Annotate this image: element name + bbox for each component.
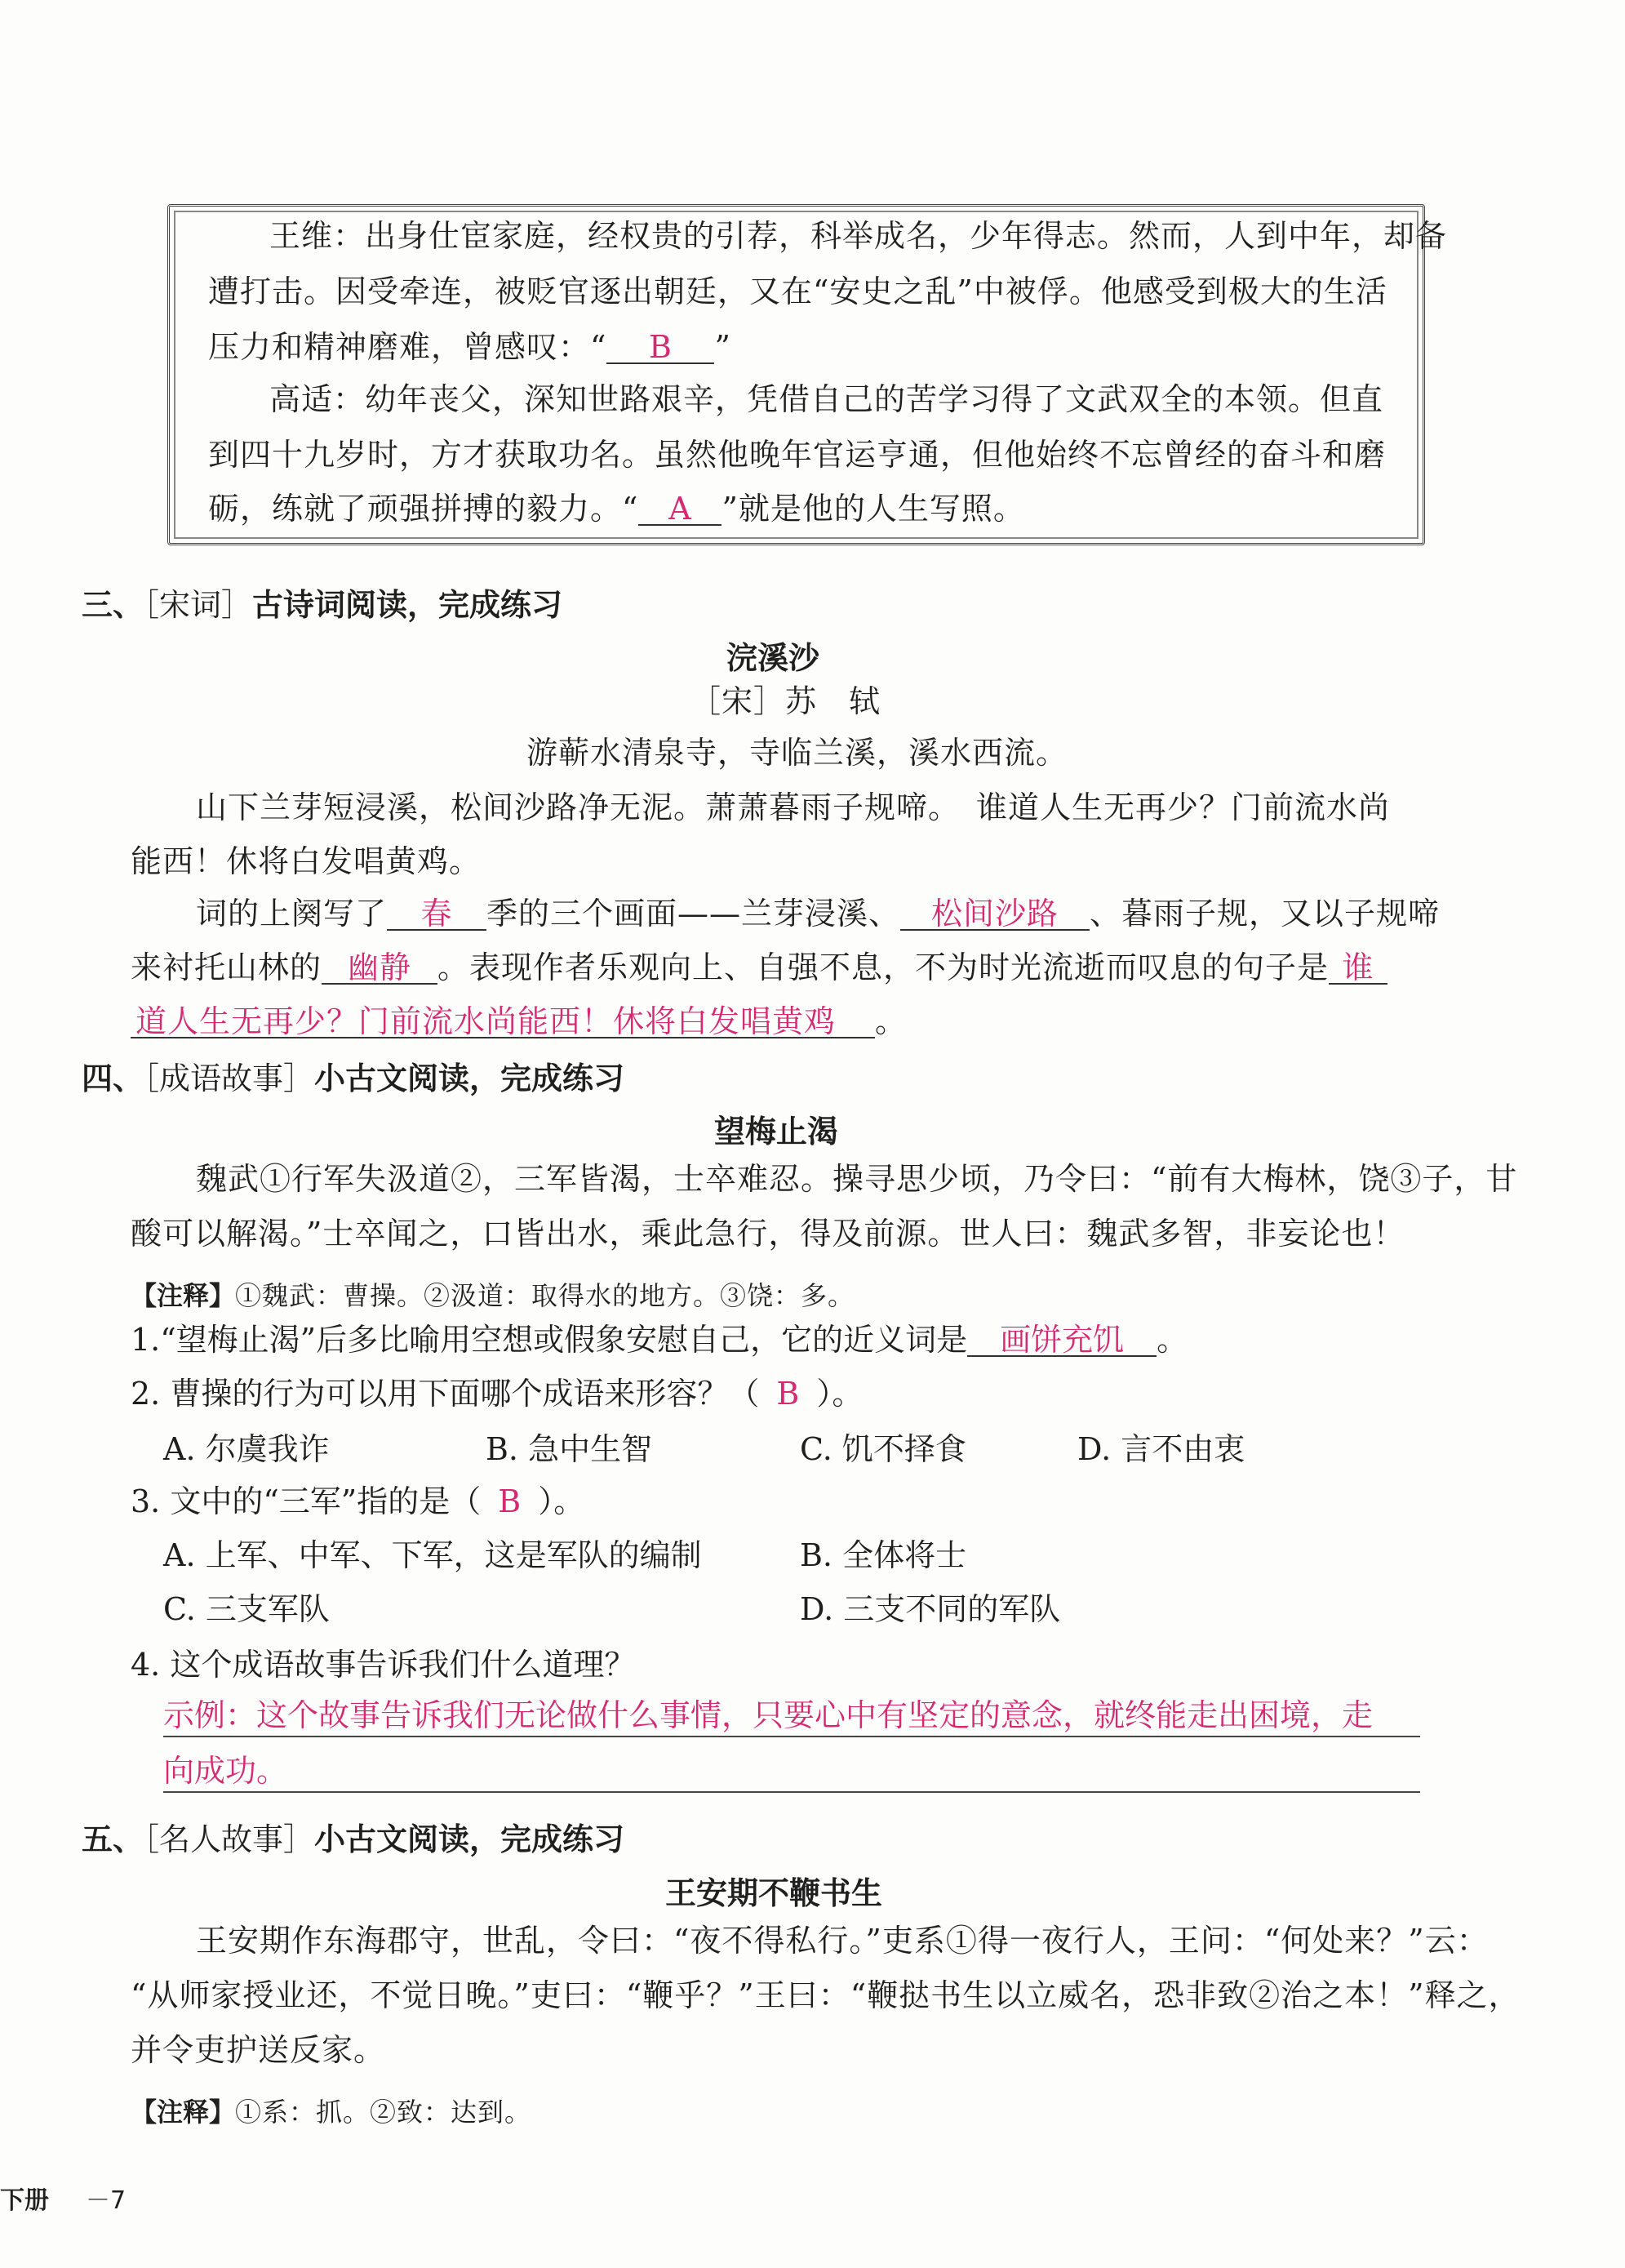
- answer-rule-1: [163, 1736, 1420, 1737]
- poem-title: 浣溪沙: [726, 640, 820, 676]
- box-p1-line2: 遭打击。因受牵连，被贬官逐出朝廷，又在“安史之乱”中被俘。他感受到极大的生活: [208, 273, 1387, 309]
- s5-note: 【注释】①系：抓。②致：达到。: [131, 2097, 532, 2128]
- box-answer-1[interactable]: B: [606, 331, 714, 364]
- s3-answer-sentence[interactable]: 道人生无再少？门前流水尚能西！休将白发唱黄鸡: [131, 1006, 875, 1038]
- s4-q4: 4. 这个成语故事告诉我们什么道理？: [131, 1647, 636, 1683]
- s4-q2-option-d[interactable]: D. 言不由衷: [1077, 1431, 1245, 1467]
- story-2-line-3: 并令吏护送反家。: [131, 2032, 386, 2068]
- s3-question-line2: 来衬托山林的 幽静 。表现作者乐观向上、自强不息，不为时光流逝而叹息的句子是 谁: [131, 952, 1387, 985]
- story-title: 望梅止渴: [714, 1114, 839, 1150]
- s3-question-line1: 词的上阕写了 春 季的三个画面——兰芽浸溪、 松间沙路 、暮雨子规，又以子规啼: [196, 896, 1441, 932]
- poem-author: ［宋］苏 轼: [690, 683, 881, 719]
- poem-line-1: 山下兰芽短浸溪，松间沙路净无泥。萧萧暮雨子规啼。 谁道人生无再少？门前流水尚: [196, 789, 1391, 825]
- s4-note: 【注释】①魏武：曹操。②汲道：取得水的地方。③饶：多。: [131, 1280, 855, 1311]
- s4-q2-answer[interactable]: B: [776, 1376, 800, 1412]
- box-p2-line2: 到四十九岁时，方才获取功名。虽然他晚年官运亨通，但他始终不忘曾经的奋斗和磨: [208, 437, 1387, 473]
- s4-q2-option-b[interactable]: B. 急中生智: [486, 1431, 653, 1467]
- answer-rule-2: [163, 1791, 1420, 1793]
- box-p2-line1: 高适：幼年丧父，深知世路艰辛，凭借自己的苦学习得了文武双全的本领。但直: [269, 381, 1384, 417]
- section-4-heading: 四、［成语故事］小古文阅读，完成练习: [82, 1061, 625, 1096]
- footer-page-number: －7: [86, 2186, 127, 2215]
- s4-q1: 1.“望梅止渴”后多比喻用空想或假象安慰自己，它的近义词是 画饼充饥 。: [131, 1322, 1188, 1358]
- s3-answer-season[interactable]: 春: [387, 898, 486, 931]
- s4-q4-answer-line1[interactable]: 示例：这个故事告诉我们无论做什么事情，只要心中有坚定的意念，就终能走出困境，走: [163, 1697, 1374, 1733]
- box-p1-line3: 压力和精神磨难，曾感叹：“ B ”: [208, 329, 731, 365]
- section-5-heading: 五、［名人故事］小古文阅读，完成练习: [82, 1821, 625, 1857]
- s4-q4-answer-line2[interactable]: 向成功。: [163, 1753, 288, 1789]
- footer-volume: 下册: [0, 2186, 49, 2215]
- poem-line-2: 能西！休将白发唱黄鸡。: [131, 843, 482, 879]
- story-line-2: 酸可以解渴。”士卒闻之，口皆出水，乘此急行，得及前源。世人曰：魏武多智，非妄论也！: [131, 1216, 1405, 1252]
- s4-q3-option-d[interactable]: D. 三支不同的军队: [800, 1591, 1061, 1627]
- story-2-line-1: 王安期作东海郡守，世乱，令曰：“夜不得私行。”吏系①得一夜行人，王问：“何处来？”云：: [196, 1923, 1489, 1959]
- section-3-heading: 三、［宋词］古诗词阅读，完成练习: [82, 587, 563, 623]
- s4-q1-answer[interactable]: 画饼充饥: [967, 1324, 1157, 1357]
- s3-question-line3: 道人生无再少？门前流水尚能西！休将白发唱黄鸡 。: [131, 1006, 907, 1038]
- story-line-1: 魏武①行军失汲道②，三军皆渴，士卒难忍。操寻思少顷，乃令曰：“前有大梅林，饶③子，甘: [196, 1161, 1518, 1197]
- s3-answer-mood[interactable]: 幽静: [322, 952, 437, 985]
- box-p1-line1: 王维：出身仕宦家庭，经权贵的引荐，科举成名，少年得志。然而，人到中年，却备: [269, 218, 1448, 254]
- s3-answer-scene[interactable]: 松间沙路: [900, 898, 1090, 931]
- s4-q3-answer[interactable]: B: [498, 1483, 522, 1519]
- poem-preface: 游蕲水清泉寺，寺临兰溪，溪水西流。: [526, 735, 1068, 771]
- s4-q2: 2. 曹操的行为可以用下面哪个成语来形容？（ B ）。: [131, 1376, 864, 1412]
- s4-q3-option-c[interactable]: C. 三支军队: [163, 1591, 330, 1627]
- s4-q2-option-a[interactable]: A. 尔虞我诈: [163, 1431, 330, 1467]
- s4-q3-option-a[interactable]: A. 上军、中军、下军，这是军队的编制: [163, 1537, 702, 1573]
- s3-answer-sentence-start[interactable]: 谁: [1329, 952, 1387, 985]
- box-p2-line3: 砺，练就了顽强拼搏的毅力。“ A ”就是他的人生写照。: [208, 491, 1025, 527]
- s4-q2-option-c[interactable]: C. 饥不择食: [800, 1431, 966, 1467]
- s4-q3: 3. 文中的“三军”指的是（ B ）。: [131, 1483, 585, 1519]
- story-2-title: 王安期不鞭书生: [665, 1875, 883, 1911]
- s4-q3-option-b[interactable]: B. 全体将士: [800, 1537, 967, 1573]
- story-2-line-2: “从师家授业还，不觉日晚。”吏曰：“鞭乎？”王曰：“鞭挞书生以立威名，恐非致②治之本！”释之，: [131, 1977, 1521, 2013]
- box-answer-2[interactable]: A: [638, 493, 721, 526]
